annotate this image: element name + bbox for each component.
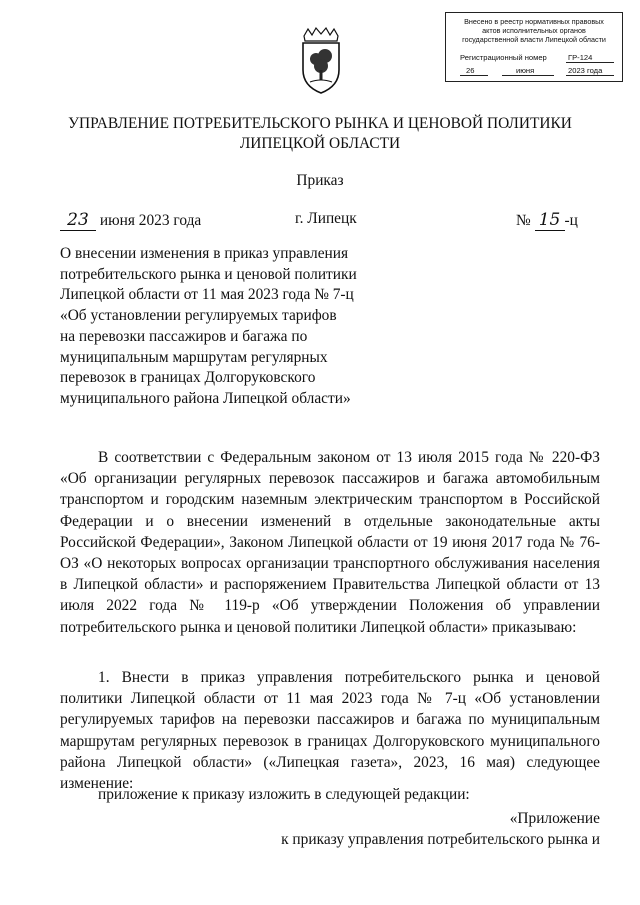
stamp-line-2: актов исполнительных органов [482, 26, 586, 35]
organization-title-line-1: УПРАВЛЕНИЕ ПОТРЕБИТЕЛЬСКОГО РЫНКА И ЦЕНОВОЙ ПОЛИТИКИ [68, 115, 572, 132]
appendix-line-1: «Приложение [509, 810, 600, 827]
subject-line: О внесении изменения в приказ управления [60, 245, 349, 262]
subject-line: на перевозки пассажиров и багажа по [60, 327, 308, 345]
registration-stamp [445, 12, 623, 82]
handwritten-day: 23 [60, 210, 96, 231]
appendix-line-2: к приказу управления потребительского рынка и [281, 831, 600, 848]
stamp-reg-label: Регистрационный номер [460, 53, 547, 62]
document-type: Приказ [296, 172, 344, 189]
stamp-underline [460, 75, 488, 76]
item-1-subparagraph: приложение к приказу изложить в следующей редакции: [98, 786, 470, 803]
document-subject [60, 244, 360, 410]
subject-line: «Об установлении регулируемых тарифов [60, 307, 337, 325]
stamp-underline [566, 62, 614, 63]
coat-of-arms-icon [296, 26, 346, 96]
preamble-paragraph: В соответствии с Федеральным законом от 13 июля 2015 года № 220-ФЗ «Об организации регулярных перевозок пассажиров и багажа автомобильным транспортом и городским наземным электрическим транспортом в Российской Федерации и о внесении изменений в отдельные законодательные акты Российской Федерации», Законом Липецкой области от 19 июня 2017 года № 76-ОЗ «О некоторых вопросах организации транспортного обслуживания населения в Липецкой области» и распоряжением Правительства Липецкой области от 13 июля 2022 года № 119-р «Об утверждении Положения об управлении потребительского рынка и ценовой политики Липецкой области» приказываю: [60, 449, 600, 636]
organization-title-line-2: ЛИПЕЦКОЙ ОБЛАСТИ [239, 135, 401, 152]
stamp-line-1: Внесено в реестр нормативных правовых [464, 17, 604, 26]
stamp-underline [502, 75, 554, 76]
document-city: г. Липецк [295, 210, 357, 227]
number-prefix: № [516, 212, 531, 229]
organization-title [60, 114, 580, 154]
number-suffix: -ц [564, 212, 578, 229]
stamp-line-3: государственной власти Липецкой области [462, 35, 606, 44]
subject-line: Липецкой области от 11 мая 2023 года № 7-ц [60, 286, 354, 304]
stamp-month: июня [516, 66, 535, 75]
subject-line: муниципальным маршрутам регулярных [60, 348, 328, 366]
handwritten-number: 15 [535, 210, 565, 231]
appendix-header [240, 808, 600, 850]
document-date [60, 210, 201, 231]
item-1-paragraph: 1. Внести в приказ управления потребительского рынка и ценовой политики Липецкой области от 11 мая 2023 года № 7-ц «Об установлении регулируемых тарифов на перевозки пассажиров и багажа по муниципальным маршрутам регулярных перевозок в границах Долгоруковского муниципального района Липецкой области» («Липецкая газета», 2023, 16 мая) следующее изменение: [60, 669, 600, 793]
stamp-day: 26 [466, 66, 475, 75]
subject-line: перевозок в границах Долгоруковского [60, 369, 316, 387]
date-text: июня 2023 года [99, 212, 202, 229]
subject-line: потребительского рынка и ценовой политики [60, 265, 357, 283]
document-number [516, 210, 578, 231]
stamp-year: 2023 года [568, 66, 603, 75]
stamp-reg-number: ГР-124 [568, 53, 593, 62]
stamp-underline [566, 75, 614, 76]
subject-line: муниципального района Липецкой области» [60, 389, 351, 407]
